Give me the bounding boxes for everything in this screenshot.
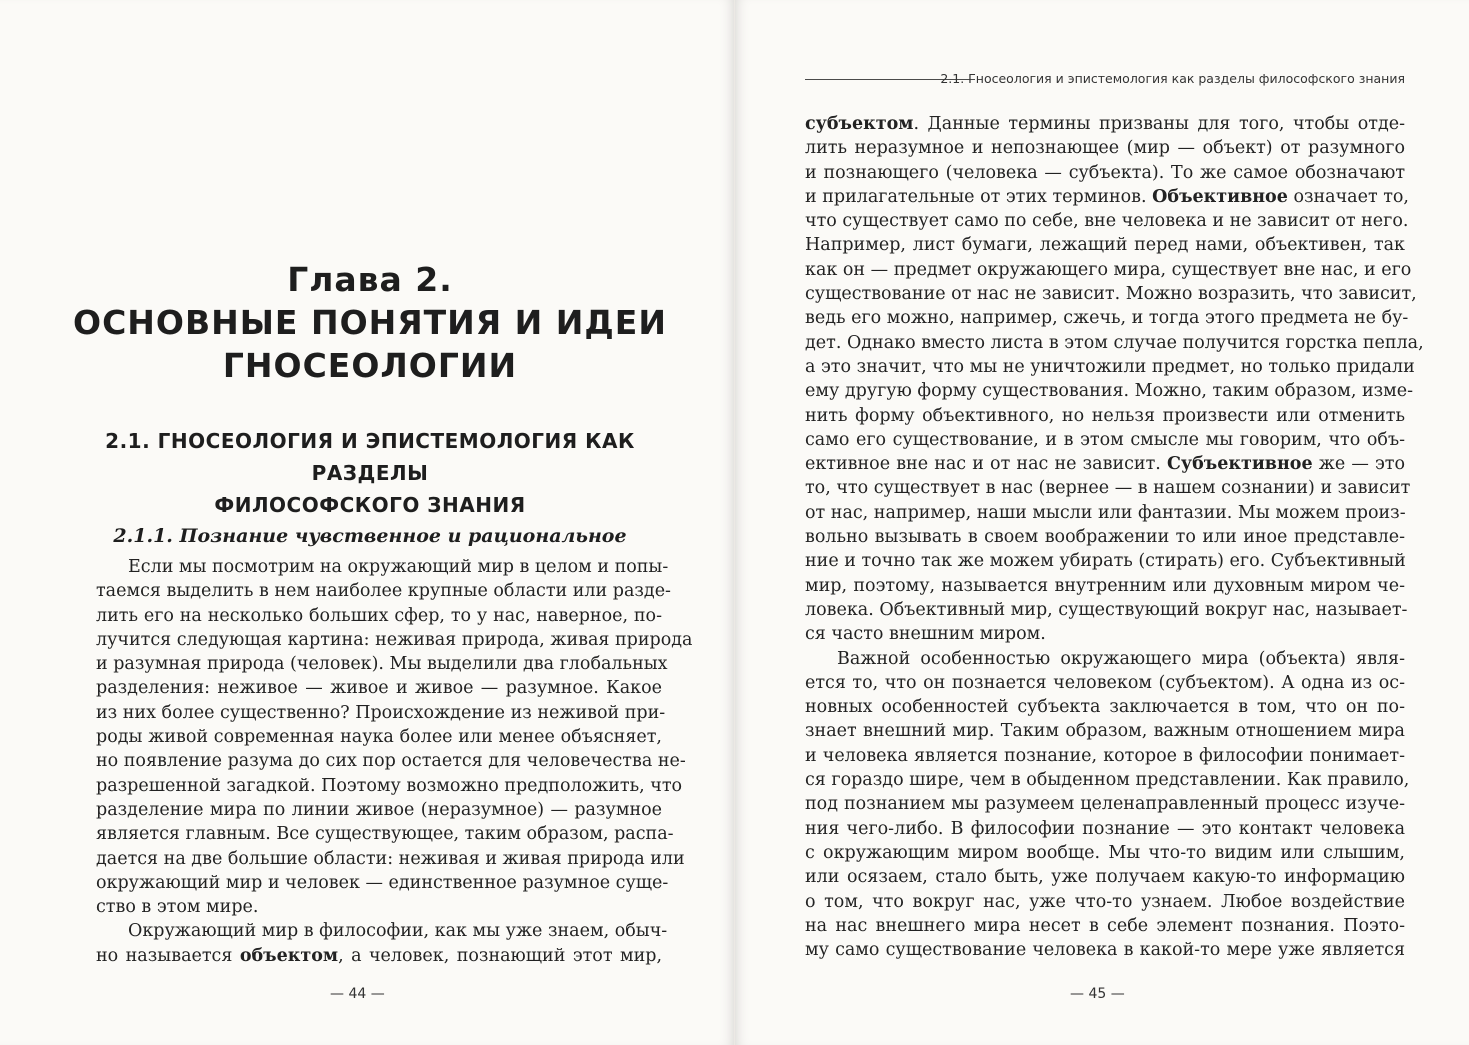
text-line: Важной особенностью окружающего мира (объекта) явля- <box>837 648 1405 669</box>
text-line: ство в этом мире. <box>96 897 259 918</box>
page-number: — 44 — <box>330 986 385 1002</box>
text-line: дет. Однако вместо листа в этом случае получится горстка пепла, <box>805 332 1424 353</box>
text-line: от нас, например, наши мысли или фантазии. Мы можем произ- <box>805 502 1406 523</box>
text-line: ние и точно так же можем убирать (стирать) его. Субъективный <box>805 551 1406 572</box>
text-line: лучится следующая картина: неживая природа, живая природа <box>96 629 693 650</box>
text-line: разрешенной загадкой. Поэтому возможно предположить, что <box>96 775 683 796</box>
text-line: нить форму объективного, но нельзя произвести или отменить <box>805 405 1405 426</box>
text-line: и познающего (человека — субъекта). То же самое обозначают <box>805 162 1405 183</box>
text-fragment: , а человек, познающий этот мир, <box>338 945 663 966</box>
term-object: объектом <box>239 945 339 966</box>
text-fragment: означает то, <box>1287 186 1409 207</box>
text-line: о том, что вокруг нас, уже что-то узнаем. Любое воздействие <box>805 891 1405 912</box>
text-line: знает внешний мир. Таким образом, важным отношением мира <box>805 721 1405 742</box>
section-title <box>60 425 680 521</box>
text-line: то, что существует в нас (вернее — в нашем сознании) и зависит <box>805 478 1411 499</box>
text-line: ся гораздо шире, чем в обыденном представлении. Как правило, <box>805 770 1410 791</box>
text-fragment: . Данные термины призваны для того, чтобы отде- <box>913 114 1405 134</box>
text-line: вольно вызывать в своем воображении то или иное представле- <box>805 527 1405 548</box>
chapter-title-line: ГНОСЕОЛОГИИ <box>222 346 518 385</box>
text-line: Например, лист бумаги, лежащий перед нами, объективен, так <box>805 235 1405 256</box>
text-line: с окружающим миром вообще. Мы что-то видим или слышим, <box>805 842 1405 863</box>
page-number: — 45 — <box>1070 986 1125 1002</box>
text-fragment: ективное вне нас и от нас не зависит. <box>805 454 1167 475</box>
left-page <box>0 0 734 1045</box>
text-line: ему другую форму существования. Можно, таким образом, изме- <box>805 381 1414 402</box>
text-line: ся часто внешним миром. <box>805 624 1046 645</box>
section-title-line: ФИЛОСОФСКОГО ЗНАНИЯ <box>214 493 526 517</box>
text-line: дается на две большие области: неживая и живая природа или <box>96 848 685 869</box>
text-line: ния чего-либо. В философии познание — это контакт человека <box>805 818 1405 839</box>
text-line: само его существование, и в этом смысле мы говорим, что объ- <box>805 429 1405 450</box>
body-text <box>805 112 1424 962</box>
term-subject: субъектом <box>805 114 914 134</box>
text-line: но появление разума до сих пор остается для человечества не- <box>96 751 686 772</box>
text-line: на нас внешнего мира несет в себе элемент познания. Поэто- <box>805 915 1405 936</box>
text-line: ведь его можно, например, сжечь, и тогда этого предмета не бу- <box>805 308 1409 329</box>
subsection-title: 2.1.1. Познание чувственное и рациональное <box>113 525 627 547</box>
text-fragment: но называется <box>96 945 240 966</box>
text-line: таемся выделить в нем наиболее крупные области или разде- <box>96 581 671 602</box>
text-line: роды живой современная наука более или менее объясняет, <box>96 727 662 748</box>
text-line: и человека является познание, которое в философии понимает- <box>805 745 1405 766</box>
text-line-with-term <box>805 185 1409 209</box>
text-line: и разумная природа (человек). Мы выделили два глобальных <box>96 654 668 675</box>
text-line: существование от нас не зависит. Можно возразить, что зависит, <box>805 284 1417 305</box>
text-line-with-term <box>805 112 1405 136</box>
section-title-line: 2.1. ГНОСЕОЛОГИЯ И ЭПИСТЕМОЛОГИЯ КАК РАЗДЕЛЫ <box>105 429 635 485</box>
text-fragment: же — это <box>1312 454 1405 475</box>
text-line: является главным. Все существующее, таким образом, распа- <box>96 824 674 845</box>
running-head <box>805 70 1405 90</box>
chapter-title-line: ОСНОВНЫЕ ПОНЯТИЯ И ИДЕИ <box>73 303 667 342</box>
text-line: Если мы посмотрим на окружающий мир в целом и попы- <box>128 557 669 577</box>
text-line: разделение мира по линии живое (неразумное) — разумное <box>96 799 662 820</box>
chapter-number: Глава 2. <box>287 260 453 299</box>
text-line: му само существование человека в какой-то мере уже является <box>805 940 1405 961</box>
running-head-text: 2.1. Гносеология и эпистемология как разделы философского знания <box>940 71 1405 86</box>
text-line-with-term <box>96 944 662 968</box>
text-line: а это значит, что мы не уничтожили предмет, но только придали <box>805 356 1415 377</box>
text-line: из них более существенно? Происхождение из неживой при- <box>96 702 666 723</box>
text-line: лить его на несколько больших сфер, то у нас, наверное, по- <box>96 605 662 626</box>
text-line: Окружающий мир в философии, как мы уже знаем, обыч- <box>128 921 668 942</box>
text-line: окружающий мир и человек — единственное разумное суще- <box>96 872 669 893</box>
text-line-with-term <box>805 452 1405 476</box>
term-objective: Объективное <box>1152 186 1288 207</box>
text-fragment: и прилагательные от этих терминов. <box>805 186 1153 207</box>
text-line: лить неразумное и непознающее (мир — объект) от разумного <box>805 138 1405 159</box>
term-subjective: Субъективное <box>1166 454 1313 475</box>
text-line: ловека. Объективный мир, существующий вокруг нас, называет- <box>805 599 1408 620</box>
right-page <box>735 0 1469 1045</box>
text-line: как он — предмет окружающего мира, существует вне нас, и его <box>805 259 1412 280</box>
body-text <box>96 555 693 968</box>
text-line: или осязаем, стало быть, уже получаем какую-то информацию <box>805 867 1405 888</box>
text-line: что существует само по себе, вне человека и не зависит от него. <box>805 211 1409 232</box>
text-line: мир, поэтому, называется внутренним или духовным миром че- <box>805 575 1405 596</box>
text-line: ется то, что он познается человеком (субъектом). А одна из ос- <box>805 672 1405 693</box>
chapter-title <box>60 258 680 387</box>
text-line: новных особенностей субъекта заключается в том, что он по- <box>805 697 1405 718</box>
text-line: разделения: неживое — живое и живое — разумное. Какое <box>96 678 662 699</box>
text-line: под познанием мы разумеем целенаправленный процесс изуче- <box>805 794 1405 815</box>
